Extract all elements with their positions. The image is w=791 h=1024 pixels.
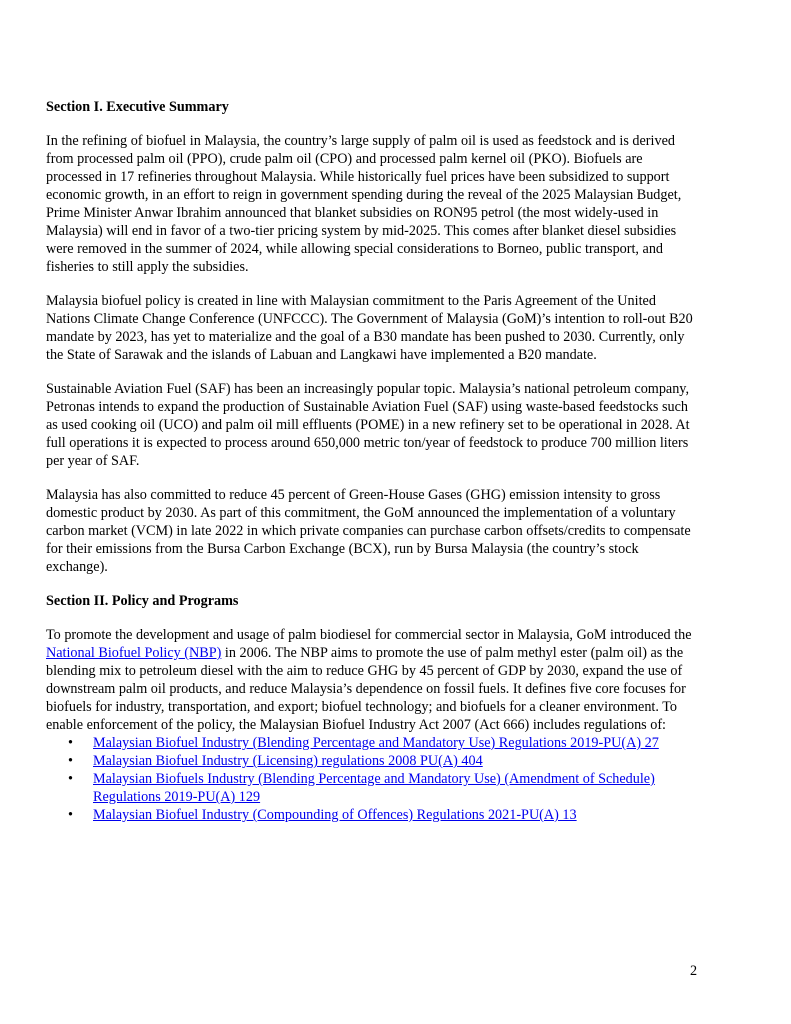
regulation-link-2[interactable]: Malaysian Biofuel Industry (Licensing) regulations 2008 PU(A) 404 xyxy=(93,753,483,769)
intro-text-before-link: To promote the development and usage of palm biodiesel for commercial sector in Malaysia, GoM introduced the xyxy=(46,627,692,643)
section-1-paragraph-1: In the refining of biofuel in Malaysia, the country’s large supply of palm oil is used as feedstock and is derived from processed palm oil (PPO), crude palm oil (CPO) and processed palm kernel oil (PKO). Biofuels are processed in 17 refineries throughout Malaysia. While historically fuel prices have been subsidized to support economic growth, in an effort to reign in government spending during the reveal of the 2025 Malaysian Budget, Prime Minister Anwar Ibrahim announced that blanket subsidies on RON95 petrol (the most widely-used in Malaysia) will end in favor of a two-tier pricing system by mid-2025. This comes after blanket diesel subsidies were removed in the summer of 2024, while allowing special considerations to Borneo, public transport, and fisheries to still apply the subsidies. xyxy=(46,133,682,275)
page-number: 2 xyxy=(690,963,698,979)
section-1-paragraph-3: Sustainable Aviation Fuel (SAF) has been an increasingly popular topic. Malaysia’s national petroleum company, Petronas intends to expand the production of Sustainable Aviation Fuel (SAF) using waste-based feedstocks such as used cooking oil (UCO) and palm oil mill effluents (POME) in a new refinery set to be operational in 2028. At full operations it is expected to process around 650,000 metric ton/year of feedstock to produce 700 million liters per year of SAF. xyxy=(46,381,690,469)
document-page xyxy=(46,98,701,824)
section-1-paragraph-2: Malaysia biofuel policy is created in line with Malaysian commitment to the Paris Agreement of the United Nations Climate Change Conference (UNFCCC). The Government of Malaysia (GoM)’s intention to roll-out B20 mandate by 2023, has yet to materialize and the goal of a B30 mandate has been pushed to 2030. Currently, only the State of Sarawak and the islands of Labuan and Langkawi have implemented a B20 mandate. xyxy=(46,293,693,363)
regulations-list xyxy=(46,734,701,824)
bullet-icon: • xyxy=(68,807,73,823)
list-item xyxy=(46,770,701,806)
list-item xyxy=(46,806,701,824)
spacer xyxy=(46,610,701,626)
bullet-icon: • xyxy=(68,753,73,769)
spacer xyxy=(46,364,701,380)
regulation-link-4[interactable]: Malaysian Biofuel Industry (Compounding of Offences) Regulations 2021-PU(A) 13 xyxy=(93,807,577,823)
intro-text-after-link: in 2006. The NBP aims to promote the use of palm methyl ester (palm oil) as the blending mix to petroleum diesel with the aim to reduce GHG by 45 percent of GDP by 2030, expand the use of downstream palm oil products, and reduce Malaysia’s dependence on fossil fuels. It defines five core focuses for biofuels for industry, transportation, and export; biofuel technology; and biofuels for a cleaner environment. To enable enforcement of the policy, the Malaysian Biofuel Industry Act 2007 (Act 666) includes regulations of: xyxy=(46,645,686,733)
bullet-icon: • xyxy=(68,771,73,787)
bullet-icon: • xyxy=(68,735,73,751)
national-biofuel-policy-link[interactable]: National Biofuel Policy (NBP) xyxy=(46,645,222,661)
spacer xyxy=(46,576,701,592)
section-1-heading: Section I. Executive Summary xyxy=(46,99,229,115)
regulation-link-3[interactable]: Malaysian Biofuels Industry (Blending Percentage and Mandatory Use) (Amendment of Schedule) Regulations 2019-PU(A) 129 xyxy=(93,771,655,805)
spacer xyxy=(46,116,701,132)
section-1-paragraph-4: Malaysia has also committed to reduce 45 percent of Green-House Gases (GHG) emission intensity to gross domestic product by 2030. As part of this commitment, the GoM announced the implementation of a voluntary carbon market (VCM) in late 2022 in which private companies can purchase carbon offsets/credits to compensate for their emissions from the Bursa Carbon Exchange (BCX), run by Bursa Malaysia (the country’s stock exchange). xyxy=(46,487,691,575)
spacer xyxy=(46,470,701,486)
list-item xyxy=(46,734,701,752)
spacer xyxy=(46,276,701,292)
list-item xyxy=(46,752,701,770)
section-2-intro xyxy=(46,626,701,734)
section-2-heading: Section II. Policy and Programs xyxy=(46,593,239,609)
regulation-link-1[interactable]: Malaysian Biofuel Industry (Blending Percentage and Mandatory Use) Regulations 2019-PU(A) 27 xyxy=(93,735,659,751)
